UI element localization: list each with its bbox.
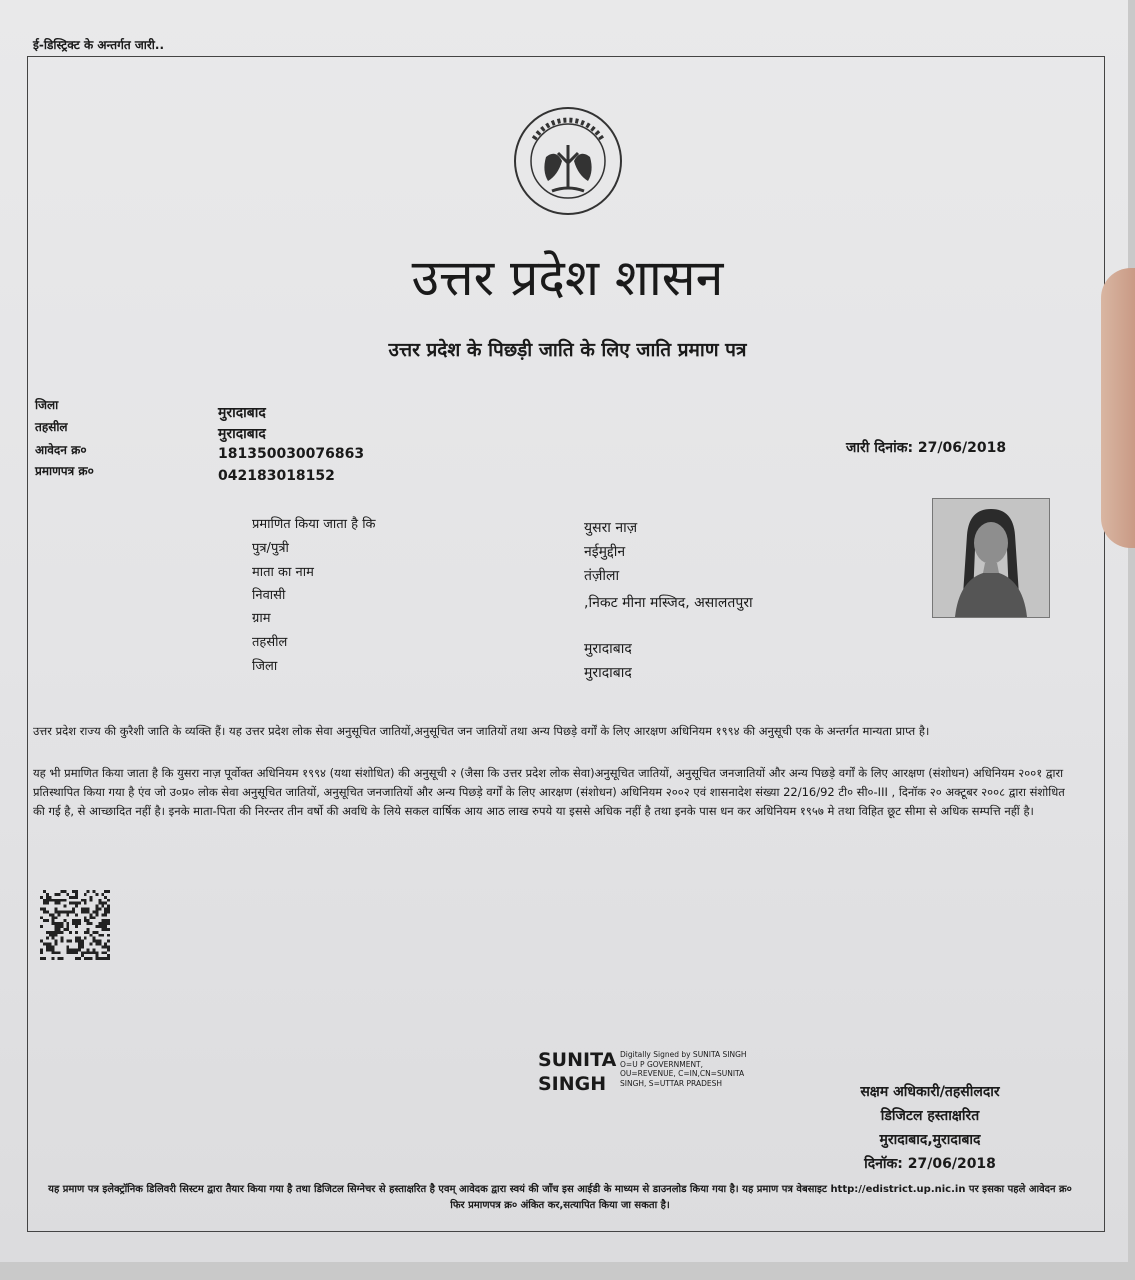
signature-detail-line: SINGH, S=UTTAR PRADESH xyxy=(620,1078,722,1088)
authority-digital-signed: डिजिटल हस्ताक्षरित xyxy=(880,1108,980,1124)
mother-label: माता का नाम xyxy=(252,565,314,580)
authority-date: दिनॉक: 27/06/2018 xyxy=(864,1156,996,1172)
signature-detail-line: OU=REVENUE, C=IN,CN=SUNITA xyxy=(620,1069,745,1078)
caste-statement: उत्तर प्रदेश राज्य की कुरैशी जाति के व्यक्ति हैं। यह उत्तर प्रदेश लोक सेवा अनुसूचित जातियों,अनुसूचित जन जातियों तथा अन्य पिछड़े वर्गों के लिए आरक्षण अधिनियम १९९४ की अनुसूची एक के अन्तर्गत मान्यता प्राप्त है। xyxy=(33,724,930,738)
footer-note: यह प्रमाण पत्र इलेक्ट्रॉनिक डिलिवरी सिस्टम द्वारा तैयार किया गया है तथा डिजिटल सिग्नेचर से हस्ताक्षरित है एवम् आवेदक द्वारा स्वयं की जाँच इस आईडी के माध्यम से डाउनलोड किया गया है। यह प्रमाण पत्र वेबसाइट http://edistrict.up.nic.in पर इसका पहले आवेदन क्र० फिर प्रमाणपत्र क्र० अंकित कर,सत्यापित किया जा सकता है। xyxy=(48,1184,1072,1211)
certificate-number-label: प्रमाणपत्र क्र० xyxy=(35,464,94,478)
authority-designation: सक्षम अधिकारी/तहसीलदार xyxy=(860,1084,1000,1100)
signature-details xyxy=(620,1050,747,1088)
signature-detail-line: O=U P GOVERNMENT, xyxy=(620,1059,704,1069)
page-title: उत्तर प्रदेश शासन xyxy=(411,249,724,307)
applicant-name: युसरा नाज़ xyxy=(584,520,638,536)
authority-location: मुरादाबाद,मुरादाबाद xyxy=(879,1132,981,1148)
signing-authority xyxy=(830,1080,1030,1176)
resident-address: ,निकट मीना मस्जिद, असालतपुरा xyxy=(584,595,753,611)
applicant-photo xyxy=(932,498,1050,618)
district-detail-label: जिला xyxy=(252,659,278,674)
signature-detail-line: Digitally Signed by SUNITA SINGH xyxy=(620,1050,747,1059)
village-label: ग्राम xyxy=(252,611,271,626)
application-number-value: 181350030076863 xyxy=(218,446,365,462)
tehsil-detail-value: मुरादाबाद xyxy=(584,641,632,657)
tehsil-detail-label: तहसील xyxy=(252,635,288,650)
eligibility-statement: यह भी प्रमाणित किया जाता है कि युसरा नाज़ पूर्वोक्त अधिनियम १९९४ (यथा संशोधित) की अनुसूची २ (जैसा कि उत्तर प्रदेश लोक सेवा)अनुसूचित जातियों, अनुसूचित जनजातियों और अन्य पिछड़े वर्गों के लिए आरक्षण (संशोधन) अधिनियम २००१ द्वारा प्रतिस्थापित किया गया है एंव जो उ०प्र० लोक सेवा अनुसूचित जातियों, अनुसूचित जनजातियों और अन्य पिछड़े वर्गों के लिए आरक्षण (संशोधन) अधिनियम २००२ एवं शासनादेश संख्या 22/16/92 टी० सी०-III , दिनॉक २० अक्टूबर २००८ द्वारा संशोधित की गई है, से आच्छादित नहीं है। इनके माता-पिता की निरन्तर तीन वर्षो की अवधि के लिये सकल वार्षिक आय आठ लाख रुपये या इससे अधिक नहीं है तथा इनके पास धन कर अधिनियम १९५७ मे तथा विहित छूट सीमा से अधिक सम्पत्ति नहीं है। xyxy=(33,766,1065,818)
district-detail-value: मुरादाबाद xyxy=(584,665,632,681)
digital-signature xyxy=(538,1048,747,1096)
father-name: नईमुद्दीन xyxy=(584,544,626,560)
tehsil-label: तहसील xyxy=(35,420,68,434)
qr-code-icon xyxy=(39,890,111,960)
top-note: ई-डिस्ट्रिक्ट के अन्तर्गत जारी.. xyxy=(33,38,165,52)
certificate-number-value: 042183018152 xyxy=(218,468,335,484)
certificate-subtitle: उत्तर प्रदेश के पिछड़ी जाति के लिए जाति प्रमाण पत्र xyxy=(388,339,747,361)
certified-label: प्रमाणित किया जाता है कि xyxy=(252,517,376,532)
issue-date: जारी दिनांक: 27/06/2018 xyxy=(846,440,1007,456)
district-value: मुरादाबाद xyxy=(218,405,266,421)
mother-name: तंज़ीला xyxy=(584,568,620,584)
district-label: जिला xyxy=(35,398,59,412)
application-number-label: आवेदन क्र० xyxy=(35,443,87,457)
parent-label: पुत्र/पुत्री xyxy=(252,541,289,556)
resident-label: निवासी xyxy=(252,588,286,603)
up-government-emblem-icon xyxy=(512,105,624,217)
signer-name-line1: SUNITA xyxy=(538,1049,617,1071)
finger-in-frame xyxy=(1101,268,1135,548)
signer-name-line2: SINGH xyxy=(538,1073,607,1095)
tehsil-value: मुरादाबाद xyxy=(218,426,266,442)
